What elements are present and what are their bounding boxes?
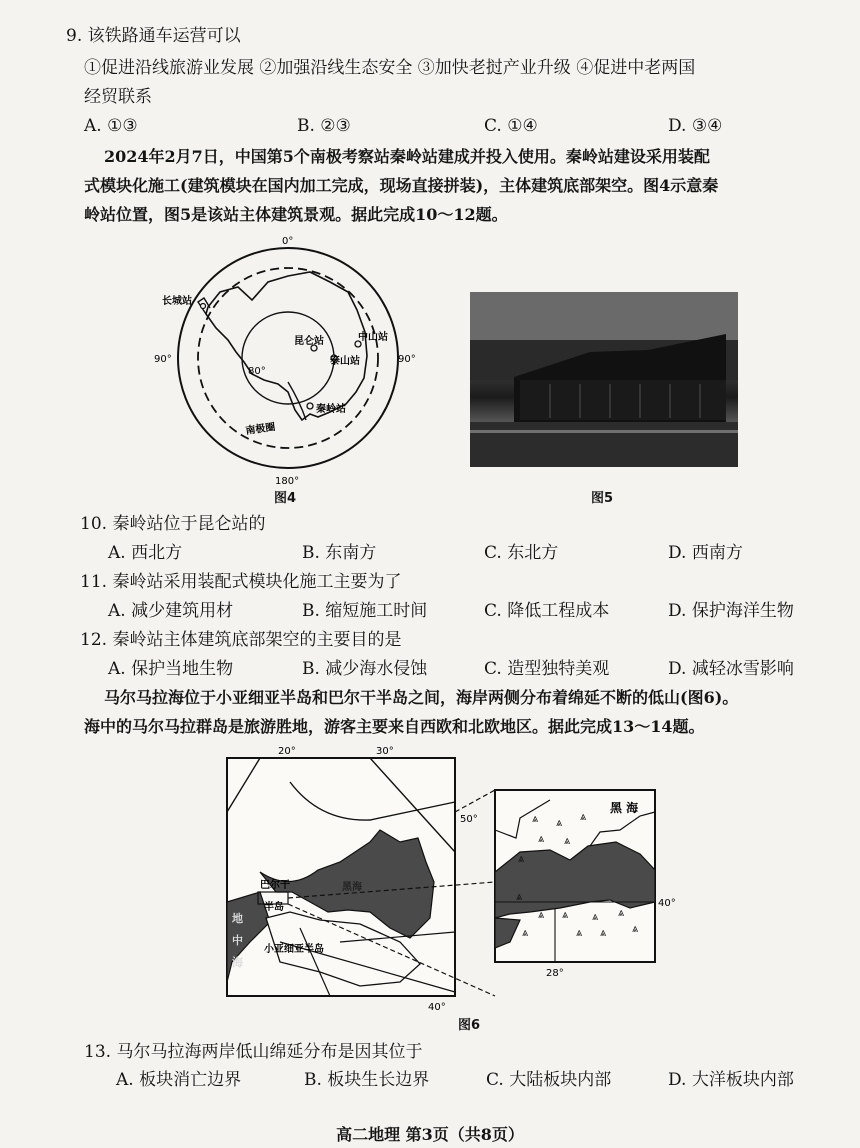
q10-option-b: B. 东南方 [302, 543, 377, 563]
lon-30-label: 30° [376, 746, 394, 757]
q10-option-a: A. 西北方 [108, 543, 183, 563]
station-great-wall: 长城站 [162, 296, 192, 307]
balkan-label-2: 半岛 [264, 902, 284, 913]
q12-option-c: C. 造型独特美观 [484, 659, 610, 679]
q13-option-d: D. 大洋板块内部 [668, 1070, 794, 1090]
med-label-1: 地 [232, 912, 243, 925]
station-taishan: 泰山站 [330, 356, 360, 367]
qinling-station-photo [470, 292, 738, 467]
lat-50-label: 50° [460, 814, 478, 825]
q9-stem: 9. 该铁路通车运营可以 [66, 26, 241, 46]
svg-text:⩓: ⩓ [538, 832, 545, 845]
q9-items-line2: 经贸联系 [84, 87, 152, 107]
passage2-line2: 海中的马尔马拉群岛是旅游胜地，游客主要来自西欧和北欧地区。据此完成13～14题。 [84, 717, 705, 736]
q10-option-c: C. 东北方 [484, 543, 559, 563]
svg-text:⩓: ⩓ [532, 812, 539, 825]
q9-option-c: C. ①④ [484, 116, 538, 136]
q12-option-b: B. 减少海水侵蚀 [302, 659, 428, 679]
q12-option-d: D. 减轻冰雪影响 [668, 659, 794, 679]
med-label-3: 海 [232, 956, 243, 969]
inset-black-sea-label: 黑 海 [610, 801, 639, 815]
passage2-line1: 马尔马拉海位于小亚细亚半岛和巴尔干半岛之间，海岸两侧分布着绵延不断的低山(图6)。 [104, 688, 739, 707]
svg-text:⩓: ⩓ [538, 908, 545, 921]
q13-option-b: B. 板块生长边界 [304, 1070, 430, 1090]
svg-text:⩓: ⩓ [518, 852, 525, 865]
svg-text:⩓: ⩓ [516, 890, 523, 903]
inset-lat-40-label: 40° [658, 898, 676, 909]
q10-stem: 10. 秦岭站位于昆仑站的 [80, 514, 266, 534]
svg-text:⩓: ⩓ [618, 906, 625, 919]
q10-option-d: D. 西南方 [668, 543, 743, 563]
map-label-90w: 90° [154, 354, 172, 365]
med-label-2: 中 [232, 934, 243, 947]
svg-text:⩓: ⩓ [592, 910, 599, 923]
antarctic-circle-label: 南极圈 [244, 421, 277, 437]
passage1-line2: 式模块化施工(建筑模块在国内加工完成，现场直接拼装)，主体建筑底部架空。图4示意秦 [84, 176, 719, 195]
antarctica-map [154, 232, 430, 487]
q11-option-c: C. 降低工程成本 [484, 601, 610, 621]
station-qinling: 秦岭站 [316, 404, 346, 415]
svg-text:⩓: ⩓ [562, 908, 569, 921]
q9-option-a: A. ①③ [84, 116, 138, 136]
fig5-caption: 图5 [591, 491, 614, 506]
svg-text:⩓: ⩓ [556, 816, 563, 829]
fig6-caption: 图6 [458, 1018, 481, 1033]
q13-option-a: A. 板块消亡边界 [116, 1070, 242, 1090]
balkan-label-1: 巴尔干 [260, 880, 290, 891]
q9-option-b: B. ②③ [297, 116, 351, 136]
q13-stem: 13. 马尔马拉海两岸低山绵延分布是因其位于 [84, 1042, 423, 1062]
black-sea-label: 黑海 [342, 882, 362, 893]
passage1-line1: 2024年2月7日，中国第5个南极考察站秦岭站建成并投入使用。秦岭站建设采用装配 [104, 147, 710, 166]
q12-option-a: A. 保护当地生物 [108, 659, 234, 679]
lon-20-label: 20° [278, 746, 296, 757]
q12-stem: 12. 秦岭站主体建筑底部架空的主要目的是 [80, 630, 402, 650]
marmara-map [220, 742, 690, 1012]
map-label-0: 0° [282, 236, 294, 247]
svg-text:⩓: ⩓ [576, 926, 583, 939]
station-zhongshan: 中山站 [358, 332, 388, 343]
svg-text:⩓: ⩓ [632, 922, 639, 935]
map-label-80: 80° [248, 366, 266, 377]
svg-text:⩓: ⩓ [580, 810, 587, 823]
map-label-180: 180° [275, 476, 300, 487]
q9-option-d: D. ③④ [668, 116, 723, 136]
station-kunlun: 昆仑站 [294, 336, 324, 347]
svg-text:⩓: ⩓ [600, 926, 607, 939]
q9-items-line1: ①促进沿线旅游业发展 ②加强沿线生态安全 ③加快老挝产业升级 ④促进中老两国 [84, 58, 696, 78]
lon-40-label: 40° [428, 1002, 446, 1013]
map-label-90e: 90° [398, 354, 416, 365]
svg-text:⩓: ⩓ [522, 926, 529, 939]
fig4-caption: 图4 [274, 491, 297, 506]
inset-lon-28-label: 28° [546, 968, 564, 979]
q11-option-a: A. 减少建筑用材 [108, 601, 234, 621]
q11-stem: 11. 秦岭站采用装配式模块化施工主要为了 [80, 572, 402, 592]
q11-option-b: B. 缩短施工时间 [302, 601, 428, 621]
asia-minor-label: 小亚细亚半岛 [264, 944, 324, 955]
q13-option-c: C. 大陆板块内部 [486, 1070, 612, 1090]
page-footer: 高二地理 第3页（共8页） [336, 1125, 524, 1144]
q11-option-d: D. 保护海洋生物 [668, 601, 794, 621]
svg-text:⩓: ⩓ [564, 834, 571, 847]
passage1-line3: 岭站位置，图5是该站主体建筑景观。据此完成10～12题。 [84, 205, 508, 224]
